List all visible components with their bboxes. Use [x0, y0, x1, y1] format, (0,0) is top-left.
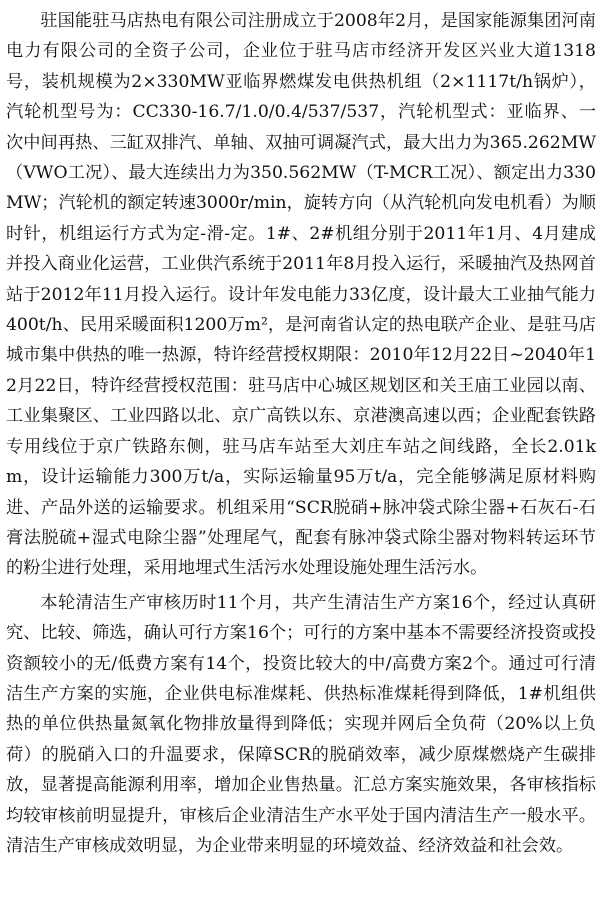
paragraph-company-profile: 驻国能驻马店热电有限公司注册成立于2008年2月，是国家能源集团河南电力有限公司的全资子公司，企业位于驻马店市经济开发区兴业大道1318号，装机规模为2×330MW亚临界燃煤发电供热机组（2×1117t/h锅炉），汽轮机型号为：CC330-16.7/1.0/0.4/537/537，汽轮机型式：亚临界、一次中间再热、三缸双排汽、单轴、双抽可调凝汽式，最大出力为365.262MW（VWO工况）、最大连续出力为350.562MW（T-MCR工况）、额定出力330MW；汽轮机的额定转速3000r/min，旋转方向（从汽轮机向发电机看）为顺时针，机组运行方式为定-滑-定。1#、2#机组分别于2011年1月、4月建成并投入商业化运营，工业供汽系统于2011年8月投入运行，采暖抽汽及热网首站于2012年11月投入运行。设计年发电能力33亿度，设计最大工业抽气能力400t/h、民用采暖面积1200万m²，是河南省认定的热电联产企业、是驻马店城市集中供热的唯一热源，特许经营授权期限：2010年12月22日~2040年12月22日，特许经营授权范围：驻马店中心城区规划区和关王庙工业园以南、工业集聚区、工业四路以北、京广高铁以东、京港澳高速以西；企业配套铁路专用线位于京广铁路东侧，驻马店车站至大刘庄车站之间线路，全长2.01km，设计运输能力300万t/a，实际运输量95万t/a，完全能够满足原材料购进、产品外送的运输要求。机组采用“SCR脱硝+脉冲袋式除尘器+石灰石-石膏法脱硫+湿式电除尘器”处理尾气，配套有脉冲袋式除尘器对物料转运环节的粉尘进行处理，采用地埋式生活污水处理设施处理生活污水。 [6, 11, 596, 579]
paragraph-audit-summary: 本轮清洁生产审核历时11个月，共产生清洁生产方案16个，经过认真研究、比较、筛选，确认可行方案16个；可行的方案中基本不需要经济投资或投资额较小的无/低费方案有14个，投资比较大的中/高费方案2个。通过可行清洁生产方案的实施，企业供电标准煤耗、供热标准煤耗得到降低，1#机组供热的单位供热量氮氧化物排放量得到降低；实现并网后全负荷（20%以上负荷）的脱硝入口的升温要求，保障SCR的脱硝效率，减少原煤燃烧产生碳排放，显著提高能源利用率，增加企业售热量。汇总方案实施效果，各审核指标均较审核前明显提升，审核后企业清洁生产水平处于国内清洁生产一般水平。清洁生产审核成效明显，为企业带来明显的环境效益、经济效益和社会效。 [6, 592, 596, 856]
